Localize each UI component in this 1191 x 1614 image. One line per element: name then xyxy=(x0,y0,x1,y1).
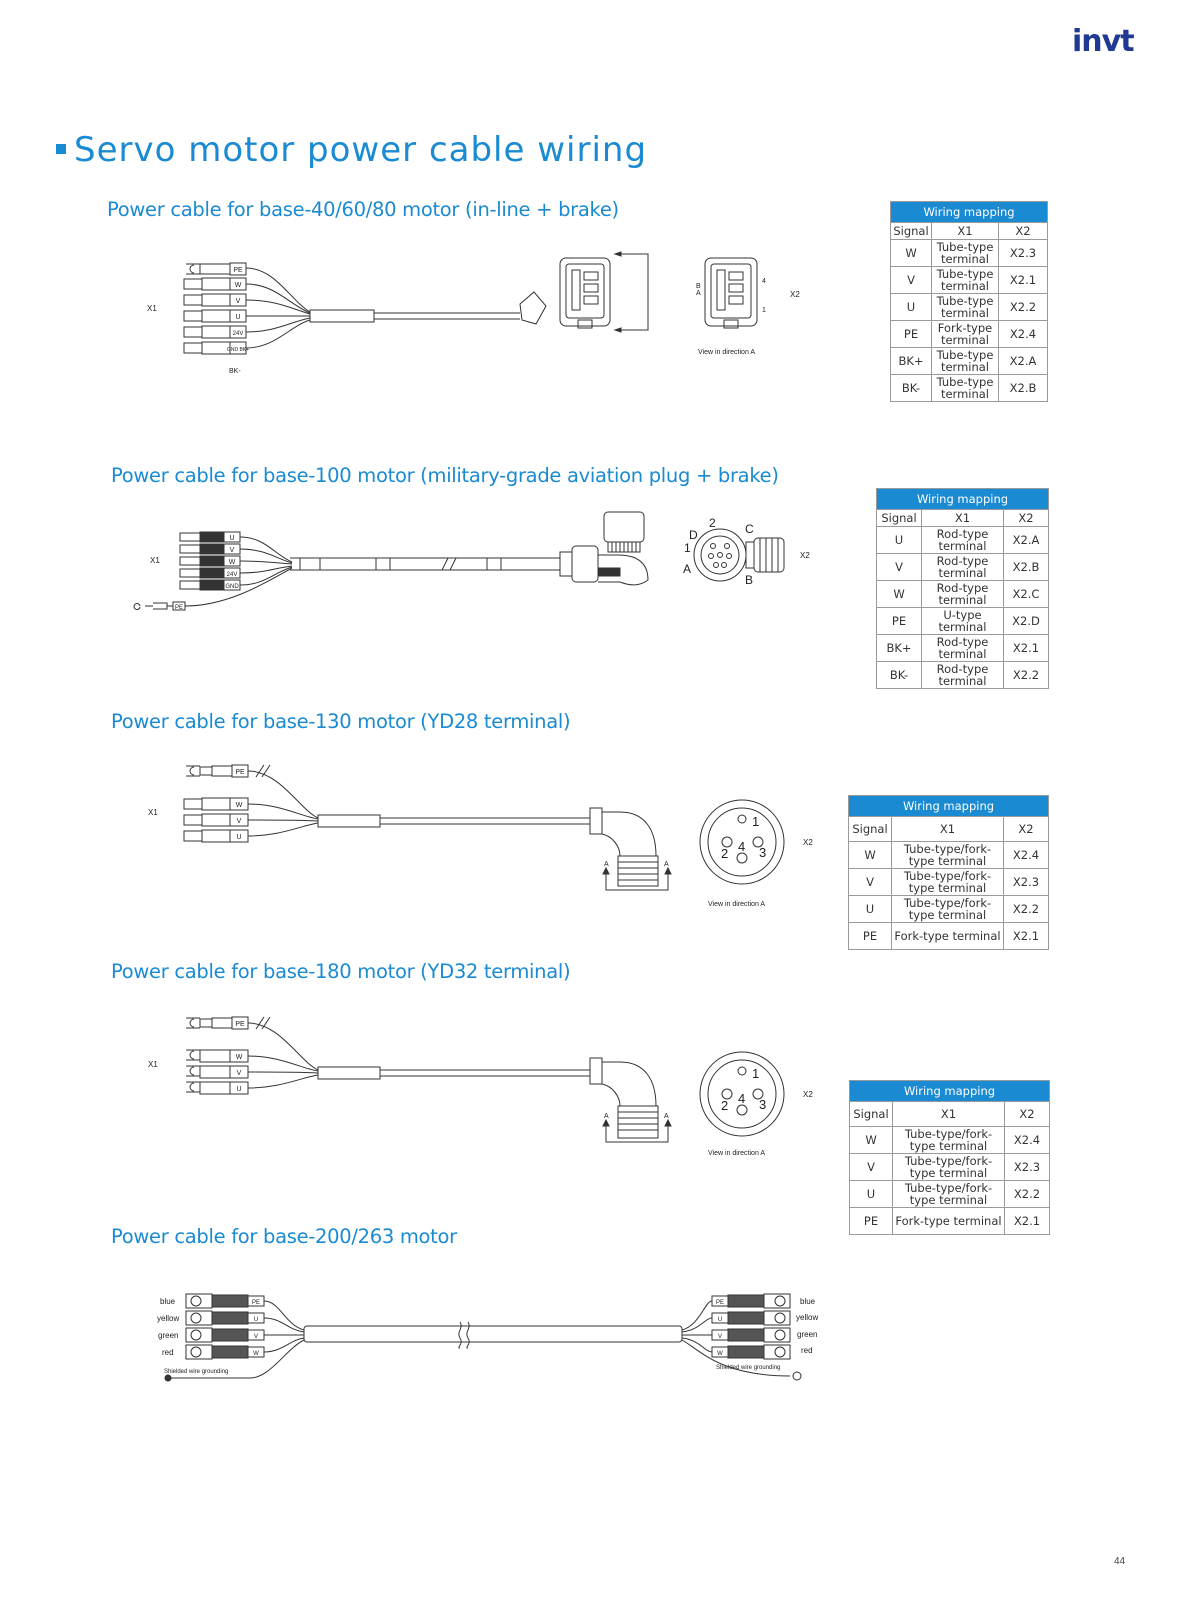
wire-label-pe: PE xyxy=(233,267,243,274)
col-x1: X1 xyxy=(893,1102,1005,1127)
x1-label: X1 xyxy=(148,1060,158,1069)
cell-signal: BK+ xyxy=(877,635,922,662)
cell-signal: W xyxy=(849,842,892,869)
col-signal: Signal xyxy=(877,510,922,527)
wire-label-pe: PE xyxy=(174,605,184,611)
col-x1: X1 xyxy=(932,223,999,240)
cell-x2: X2.2 xyxy=(999,294,1048,321)
section-title-40-60-80: Power cable for base-40/60/80 motor (in-line + brake) xyxy=(107,198,619,221)
arrow-a-right: A xyxy=(664,861,669,868)
x2-label: X2 xyxy=(803,838,813,847)
x1-label: X1 xyxy=(148,808,158,817)
ground-label-right: Shielded wire grounding xyxy=(716,1365,781,1371)
pin-4-label: 4 xyxy=(738,1091,746,1106)
wire-label-u-right: U xyxy=(717,1317,723,1323)
cell-x1: Tube-type/fork-type terminal xyxy=(892,896,1004,923)
cell-x1: U-type terminal xyxy=(922,608,1004,635)
wire-label-24v: 24V xyxy=(226,572,238,578)
cell-x2: X2.D xyxy=(1004,608,1049,635)
pin-1-label: 1 xyxy=(752,1066,760,1081)
wire-label-u-left: U xyxy=(253,1317,259,1323)
wire-label-v: V xyxy=(236,818,242,825)
cell-x1: Tube-type terminal xyxy=(932,375,999,402)
wire-label-gnd: GND BK+ xyxy=(226,347,250,353)
wire-label-w-right: W xyxy=(717,1351,723,1357)
pin-1-label: 1 xyxy=(752,814,760,829)
cell-signal: W xyxy=(877,581,922,608)
color-left-red: red xyxy=(162,1348,174,1357)
cell-x1: Tube-type terminal xyxy=(932,240,999,267)
wire-label-pe-right: PE xyxy=(715,1300,725,1306)
view-direction-label: View in direction A xyxy=(708,1150,766,1157)
cell-x2: X2.C xyxy=(1004,581,1049,608)
cell-x2: X2.1 xyxy=(999,267,1048,294)
cell-x1: Tube-type terminal xyxy=(932,348,999,375)
col-signal: Signal xyxy=(849,817,892,842)
cell-signal: U xyxy=(849,896,892,923)
pin-2-label: 2 xyxy=(721,1098,729,1113)
color-left-green: green xyxy=(158,1331,179,1340)
wire-label-u: U xyxy=(229,535,235,542)
page-title-text: Servo motor power cable wiring xyxy=(74,130,648,170)
color-left-blue: blue xyxy=(160,1297,176,1306)
pin-b-label: B xyxy=(696,283,701,290)
cell-x1: Fork-type terminal xyxy=(893,1208,1005,1235)
cell-signal: BK- xyxy=(891,375,932,402)
cell-x2: X2.1 xyxy=(1004,923,1049,950)
view-direction-label: View in direction A xyxy=(708,901,766,908)
cell-x2: X2.3 xyxy=(1005,1154,1050,1181)
cell-signal: PE xyxy=(849,923,892,950)
cell-x2: X2.4 xyxy=(1005,1127,1050,1154)
pin-d-label: D xyxy=(689,528,698,542)
table-header: Wiring mapping xyxy=(850,1081,1050,1102)
pin-a-label: A xyxy=(696,290,701,297)
cell-signal: U xyxy=(850,1181,893,1208)
color-right-red: red xyxy=(801,1346,813,1355)
cell-x2: X2.4 xyxy=(1004,842,1049,869)
wire-label-pe: PE xyxy=(235,1021,245,1028)
wire-label-w: W xyxy=(235,1054,243,1061)
col-x2: X2 xyxy=(999,223,1048,240)
cell-x2: X2.1 xyxy=(1005,1208,1050,1235)
pin-3-label: 3 xyxy=(759,1097,767,1112)
cell-x1: Tube-type/fork-type terminal xyxy=(892,869,1004,896)
wire-label-gnd: GND xyxy=(225,584,239,590)
cell-signal: W xyxy=(850,1127,893,1154)
cell-x2: X2.2 xyxy=(1004,662,1049,689)
logo-text: invt xyxy=(1072,24,1134,59)
color-right-blue: blue xyxy=(800,1297,816,1306)
cell-signal: V xyxy=(849,869,892,896)
cell-x2: X2.1 xyxy=(1004,635,1049,662)
table-header: Wiring mapping xyxy=(849,796,1049,817)
cell-signal: V xyxy=(891,267,932,294)
cell-x1: Rod-type terminal xyxy=(922,554,1004,581)
cell-signal: U xyxy=(877,527,922,554)
cell-x1: Tube-type/fork-type terminal xyxy=(892,842,1004,869)
wire-label-pe: PE xyxy=(235,769,245,776)
pin-b-label: B xyxy=(745,573,754,587)
x1-label: X1 xyxy=(150,556,160,565)
col-x2: X2 xyxy=(1004,817,1049,842)
x2-label: X2 xyxy=(790,290,800,299)
x2-label: X2 xyxy=(800,551,810,560)
pin-c-label: C xyxy=(745,522,754,536)
pin-a-label: A xyxy=(683,562,692,576)
section-title-180: Power cable for base-180 motor (YD32 terminal) xyxy=(111,960,571,983)
color-right-green: green xyxy=(797,1330,818,1339)
cell-signal: BK- xyxy=(877,662,922,689)
cell-x2: X2.A xyxy=(1004,527,1049,554)
wire-label-v: V xyxy=(236,1070,242,1077)
wire-label-w: W xyxy=(235,802,243,809)
pin-1-label: 1 xyxy=(762,307,766,314)
bk-minus-label: BK- xyxy=(229,368,241,375)
cell-x1: Tube-type terminal xyxy=(932,267,999,294)
col-x2: X2 xyxy=(1005,1102,1050,1127)
x1-label: X1 xyxy=(147,304,157,313)
cell-x2: X2.4 xyxy=(999,321,1048,348)
wire-label-v-right: V xyxy=(717,1334,723,1340)
pin-2-label: 2 xyxy=(721,846,729,861)
cell-x1: Tube-type/fork-type terminal xyxy=(893,1181,1005,1208)
cell-x1: Rod-type terminal xyxy=(922,527,1004,554)
wire-label-v: V xyxy=(229,547,235,554)
cell-signal: W xyxy=(891,240,932,267)
page-number: 44 xyxy=(1114,1556,1126,1567)
wire-label-w-left: W xyxy=(253,1351,259,1357)
cell-x2: X2.B xyxy=(1004,554,1049,581)
cell-x1: Tube-type/fork-type terminal xyxy=(893,1127,1005,1154)
cell-x2: X2.A xyxy=(999,348,1048,375)
cell-x1: Tube-type terminal xyxy=(932,294,999,321)
wire-label-pe-left: PE xyxy=(251,1300,261,1306)
ground-label-left: Shielded wire grounding xyxy=(164,1369,229,1375)
view-direction-label: View in direction A xyxy=(698,349,756,356)
pin-1-label: 1 xyxy=(684,541,691,555)
cell-signal: V xyxy=(877,554,922,581)
col-x1: X1 xyxy=(892,817,1004,842)
wire-label-w: W xyxy=(234,282,242,289)
color-right-yellow: yellow xyxy=(796,1313,819,1322)
x2-label: X2 xyxy=(803,1090,813,1099)
wire-label-24v: 24V xyxy=(232,331,244,337)
cell-x1: Rod-type terminal xyxy=(922,581,1004,608)
wire-label-u: U xyxy=(235,314,241,321)
wire-label-u: U xyxy=(236,834,242,841)
arrow-a-right: A xyxy=(664,1113,669,1120)
cell-x1: Rod-type terminal xyxy=(922,662,1004,689)
cell-x2: X2.2 xyxy=(1004,896,1049,923)
pin-4-label: 4 xyxy=(738,839,746,854)
cell-x2: X2.3 xyxy=(1004,869,1049,896)
cell-x2: X2.2 xyxy=(1005,1181,1050,1208)
table-header: Wiring mapping xyxy=(891,202,1048,223)
col-signal: Signal xyxy=(891,223,932,240)
cell-signal: PE xyxy=(891,321,932,348)
table-header: Wiring mapping xyxy=(877,489,1049,510)
cell-x1: Fork-type terminal xyxy=(892,923,1004,950)
cell-x1: Rod-type terminal xyxy=(922,635,1004,662)
color-left-yellow: yellow xyxy=(157,1314,180,1323)
wire-label-w: W xyxy=(228,559,236,566)
section-title-200-263: Power cable for base-200/263 motor xyxy=(111,1225,457,1248)
cell-signal: PE xyxy=(850,1208,893,1235)
col-x2: X2 xyxy=(1004,510,1049,527)
section-title-130: Power cable for base-130 motor (YD28 terminal) xyxy=(111,710,571,733)
cell-signal: V xyxy=(850,1154,893,1181)
cell-signal: U xyxy=(891,294,932,321)
pin-2-label: 2 xyxy=(709,516,716,530)
cell-x1: Tube-type/fork-type terminal xyxy=(893,1154,1005,1181)
wire-label-u: U xyxy=(236,1086,242,1093)
pin-4-label: 4 xyxy=(762,278,766,285)
cell-x2: X2.3 xyxy=(999,240,1048,267)
pin-3-label: 3 xyxy=(759,845,767,860)
wire-label-v-left: V xyxy=(253,1334,259,1340)
arrow-a-left: A xyxy=(604,861,609,868)
arrow-a-left: A xyxy=(604,1113,609,1120)
section-title-100: Power cable for base-100 motor (military-grade aviation plug + brake) xyxy=(111,464,779,487)
cell-signal: PE xyxy=(877,608,922,635)
col-x1: X1 xyxy=(922,510,1004,527)
col-signal: Signal xyxy=(850,1102,893,1127)
wire-label-v: V xyxy=(235,298,241,305)
cell-x2: X2.B xyxy=(999,375,1048,402)
cell-signal: BK+ xyxy=(891,348,932,375)
cell-x1: Fork-type terminal xyxy=(932,321,999,348)
